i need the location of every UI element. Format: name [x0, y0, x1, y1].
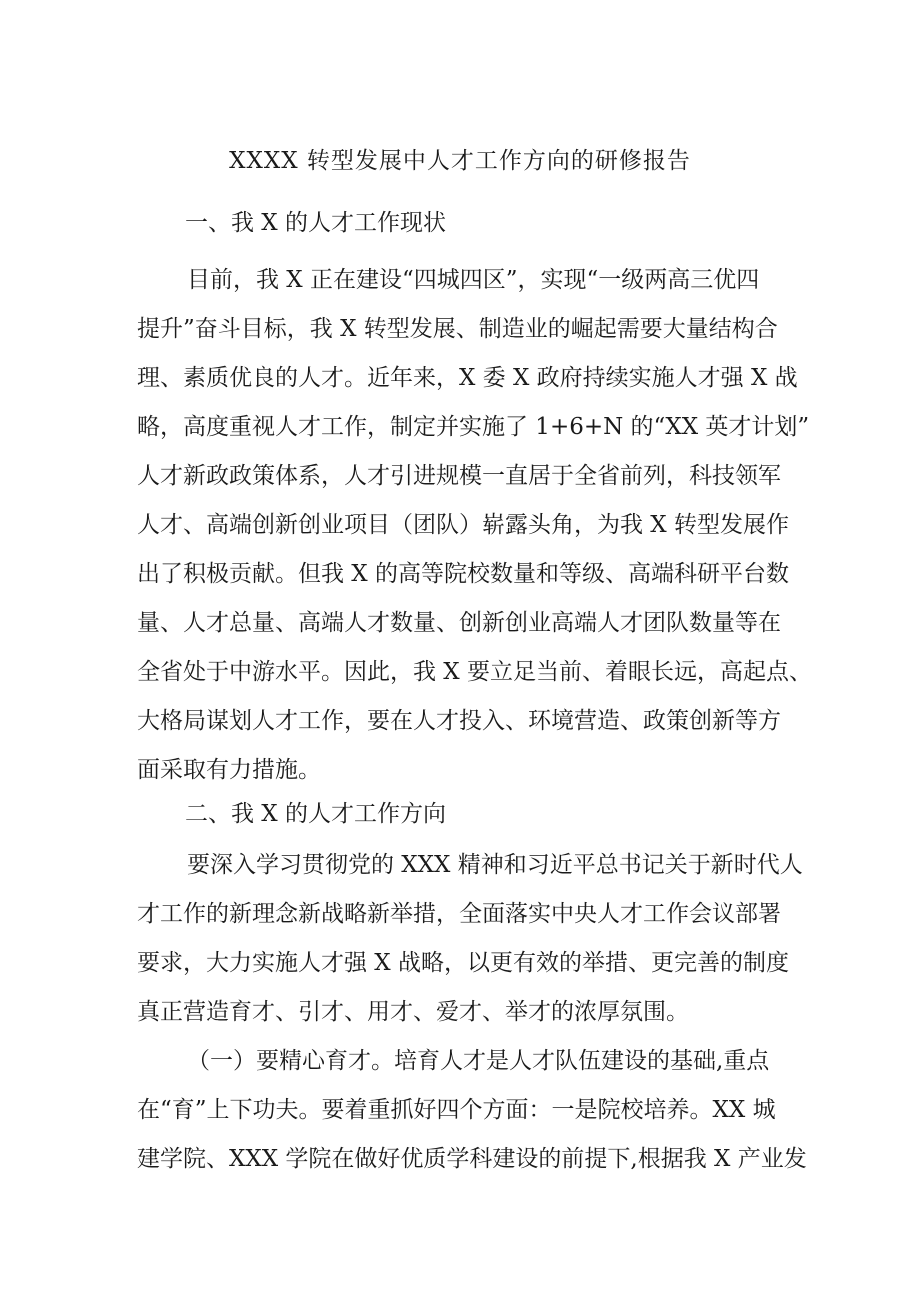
- paragraph-line: 要深入学习贯彻党的 XXX 精神和习近平总书记关于新时代人: [187, 852, 803, 878]
- paragraph-line: 出了积极贡献。但我 X 的高等院校数量和等级、高端科研平台数: [137, 561, 789, 587]
- paragraph-line: 建学院、XXX 学院在做好优质学科建设的前提下,根据我 X 产业发: [137, 1146, 807, 1172]
- paragraph-line: 量、人才总量、高端人才数量、创新创业高端人才团队数量等在: [137, 610, 781, 636]
- paragraph-line: 人才、高端创新创业项目（团队）崭露头角，为我 X 转型发展作: [137, 512, 789, 538]
- paragraph-line: 人才新政政策体系，人才引进规模一直居于全省前列，科技领军: [137, 463, 781, 489]
- paragraph-line: 略，高度重视人才工作，制定并实施了 1+6+N 的“XX 英才计划”: [137, 414, 810, 440]
- section-1-heading: 一、我 X 的人才工作现状: [185, 210, 446, 236]
- paragraph-line: 大格局谋划人才工作，要在人才投入、环境营造、政策创新等方: [137, 708, 781, 734]
- paragraph-line: （一）要精心育才。培育人才是人才队伍建设的基础,重点: [187, 1048, 770, 1074]
- paragraph-line: 全省处于中游水平。因此，我 X 要立足当前、着眼长远，高起点、: [137, 659, 812, 685]
- paragraph-line: 在“育”上下功夫。要着重抓好四个方面：一是院校培养。XX 城: [137, 1097, 776, 1123]
- paragraph-line: 才工作的新理念新战略新举措，全面落实中央人才工作会议部署: [137, 901, 781, 927]
- paragraph-line: 理、素质优良的人才。近年来，X 委 X 政府持续实施人才强 X 战: [137, 365, 798, 391]
- paragraph-line: 目前，我 X 正在建设“四城四区”，实现“一级两高三优四: [187, 267, 760, 293]
- document-title: XXXX 转型发展中人才工作方向的研修报告: [229, 148, 691, 174]
- section-2-heading: 二、我 X 的人才工作方向: [185, 801, 446, 827]
- paragraph-line: 真正营造育才、引才、用才、爱才、举才的浓厚氛围。: [137, 999, 689, 1025]
- paragraph-line: 面采取有力措施。: [137, 757, 321, 783]
- paragraph-line: 提升”奋斗目标，我 X 转型发展、制造业的崛起需要大量结构合: [137, 316, 778, 342]
- paragraph-line: 要求，大力实施人才强 X 战略，以更有效的举措、更完善的制度: [137, 950, 789, 976]
